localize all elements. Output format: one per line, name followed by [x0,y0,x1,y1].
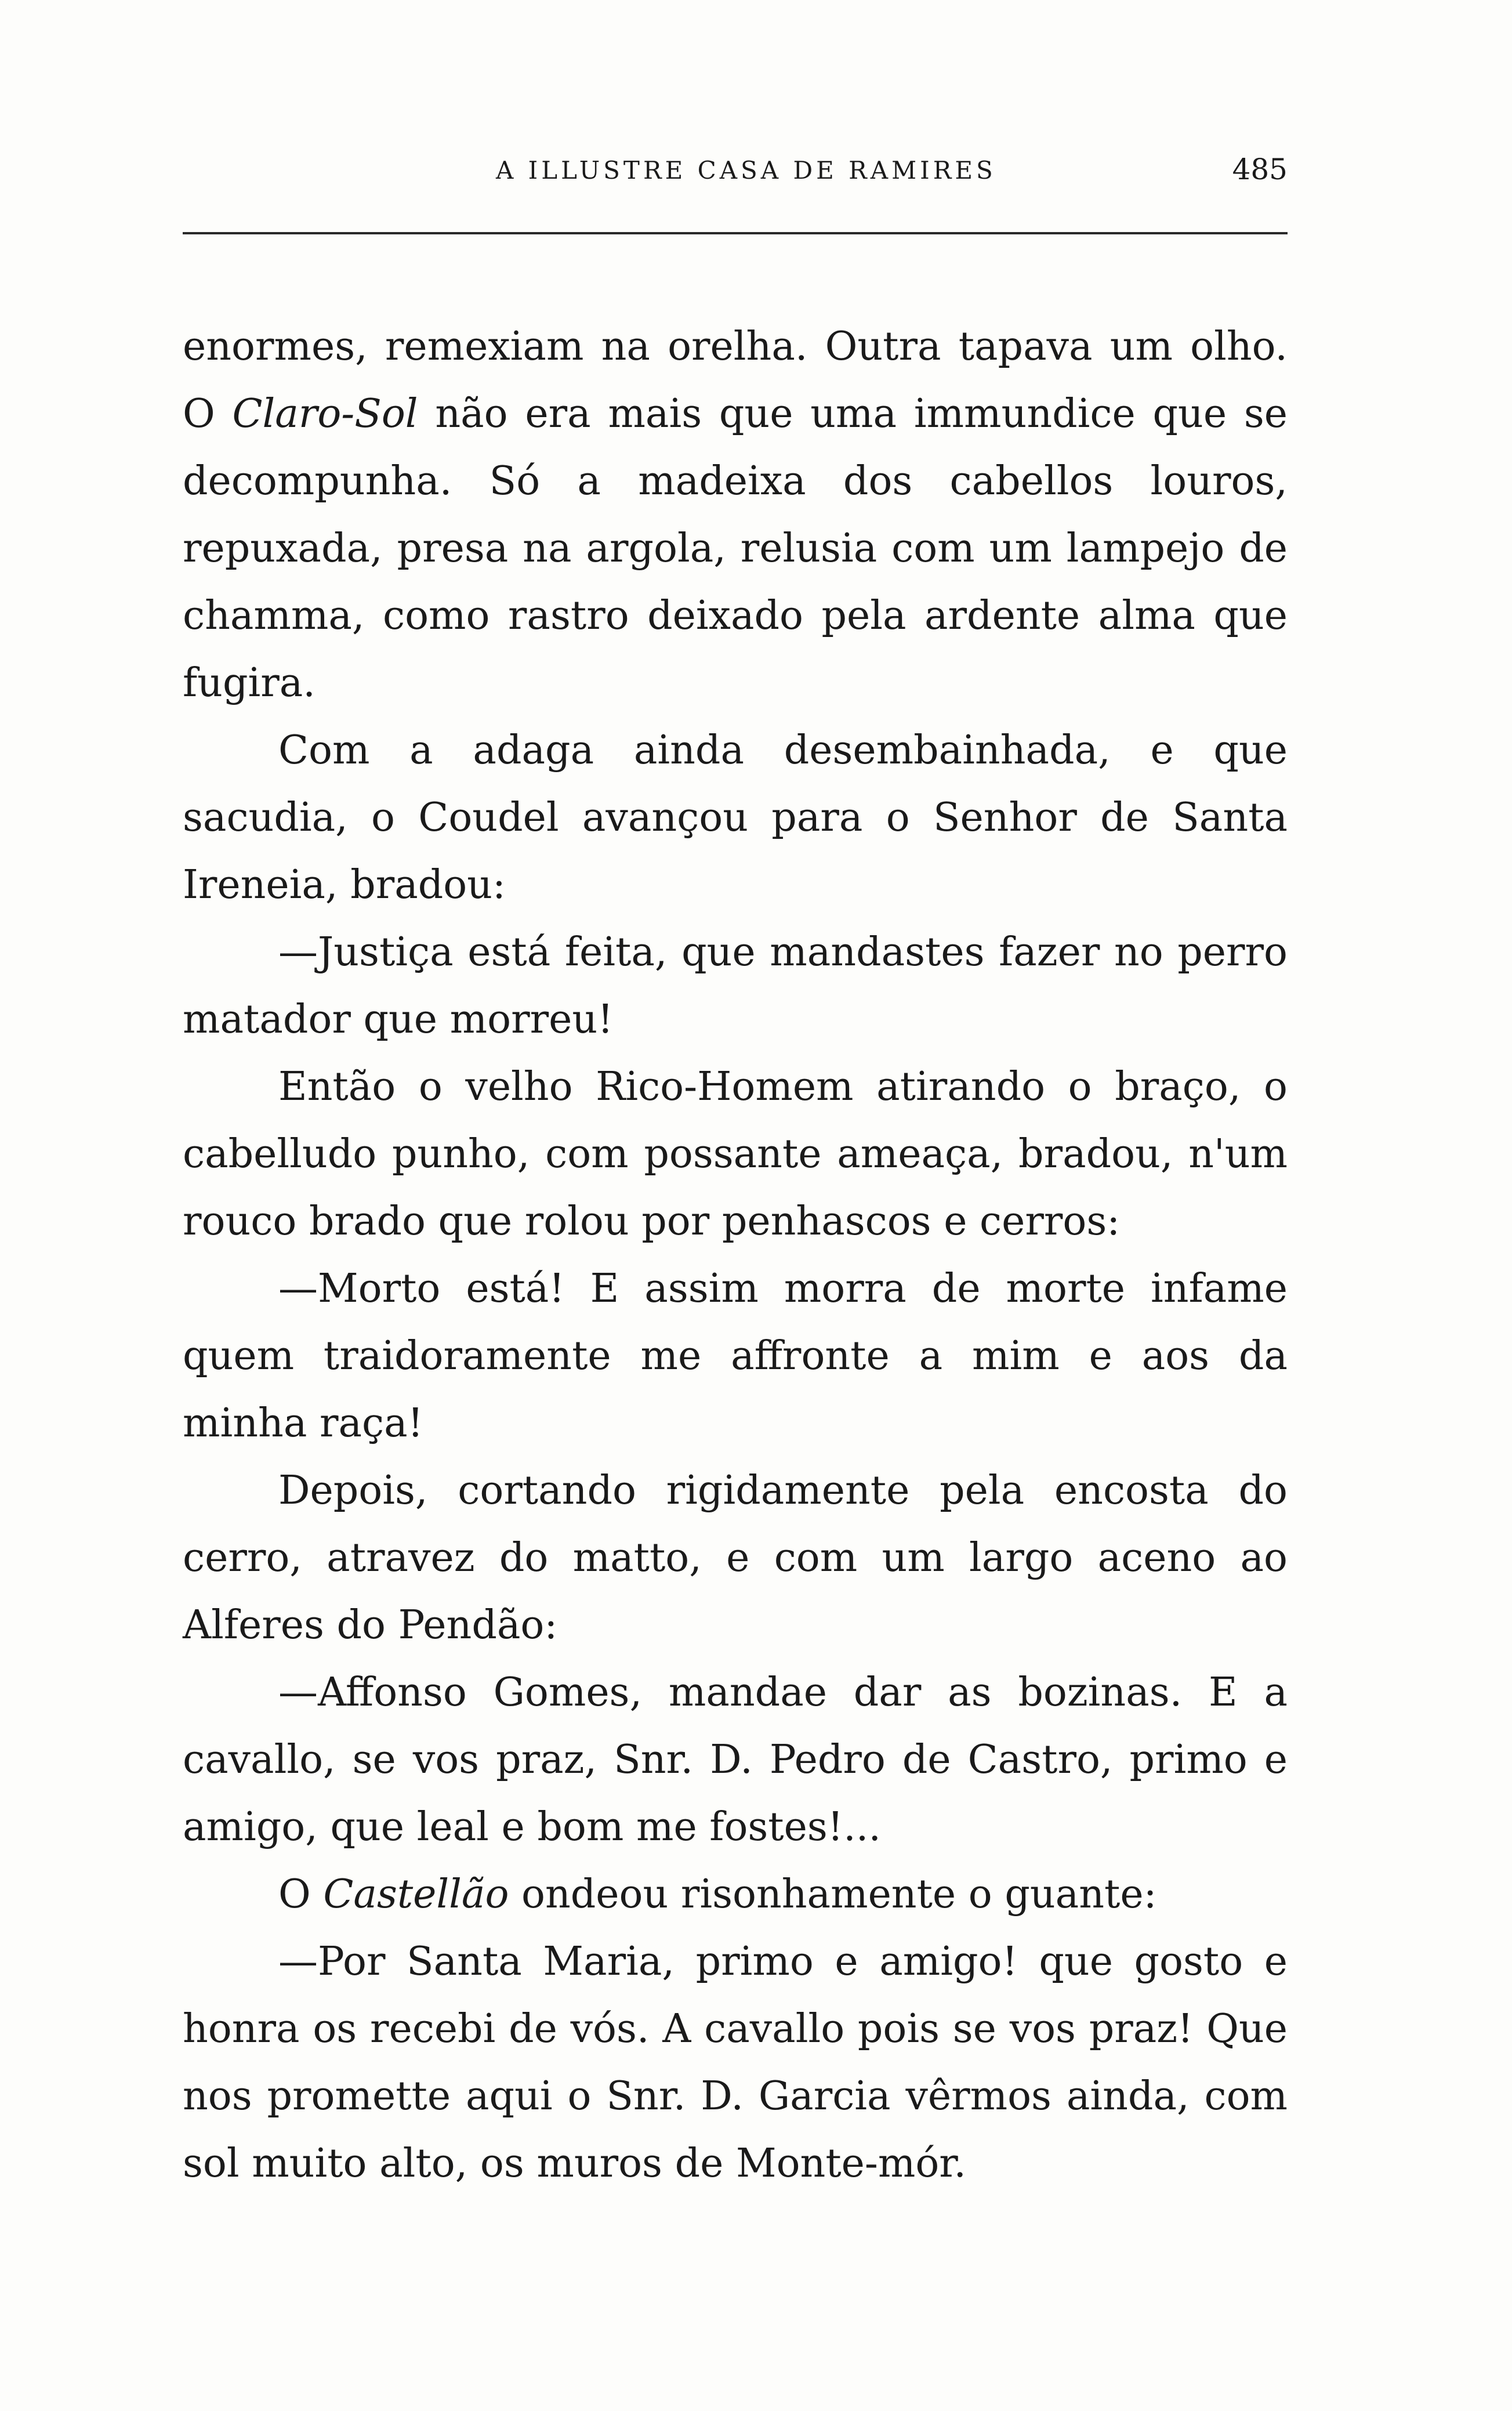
paragraph-3: —Justiça está feita, que mandastes fazer no perro matador que morreu! [183,929,1288,1042]
header-rule [183,232,1288,234]
paragraph-5: —Morto está! E assim morra de morte infame quem traidoramente me affronte a mim e aos da minha raça! [183,1266,1288,1446]
page-number: 485 [1232,153,1288,186]
paragraph-8: O Castellão ondeou risonhamente o guante: [278,1871,1157,1917]
paragraph-7: —Affonso Gomes, mandae dar as bozinas. E a cavallo, se vos praz, Snr. D. Pedro de Castro, primo e amigo, que leal e bom me fostes!... [183,1670,1288,1850]
body-text [183,313,1288,2198]
italic-title-castellao: Castellão [323,1871,509,1917]
paragraph-4: Então o velho Rico-Homem atirando o braço, o cabelludo punho, com possante ameaça, bradou, n'um rouco brado que rolou por penhascos e cerros: [183,1064,1288,1244]
paragraph-1: enormes, remexiam na orelha. Outra tapava um olho. O Claro-Sol não era mais que uma immundice que se decompunha. Só a madeixa dos cabellos louros, repuxada, presa na argola, relusia com um lampejo de chamma, como rastro deixado pela ardente alma que fugira. [183,324,1288,706]
paragraph-2: Com a adaga ainda desembainhada, e que sacudia, o Coudel avançou para o Senhor de Santa Ireneia, bradou: [183,727,1288,908]
paragraph-9: —Por Santa Maria, primo e amigo! que gosto e honra os recebi de vós. A cavallo pois se vos praz! Que nos promette aqui o Snr. D. Garcia vêrmos ainda, com sol muito alto, os muros de Monte-mór. [183,1939,1288,2186]
paragraph-6: Depois, cortando rigidamente pela encosta do cerro, atravez do matto, e com um largo aceno ao Alferes do Pendão: [183,1468,1288,1648]
running-title: A ILLUSTRE CASA DE RAMIRES [496,156,996,184]
italic-title-claro-sol: Claro-Sol [232,391,418,437]
running-head [183,148,1288,194]
